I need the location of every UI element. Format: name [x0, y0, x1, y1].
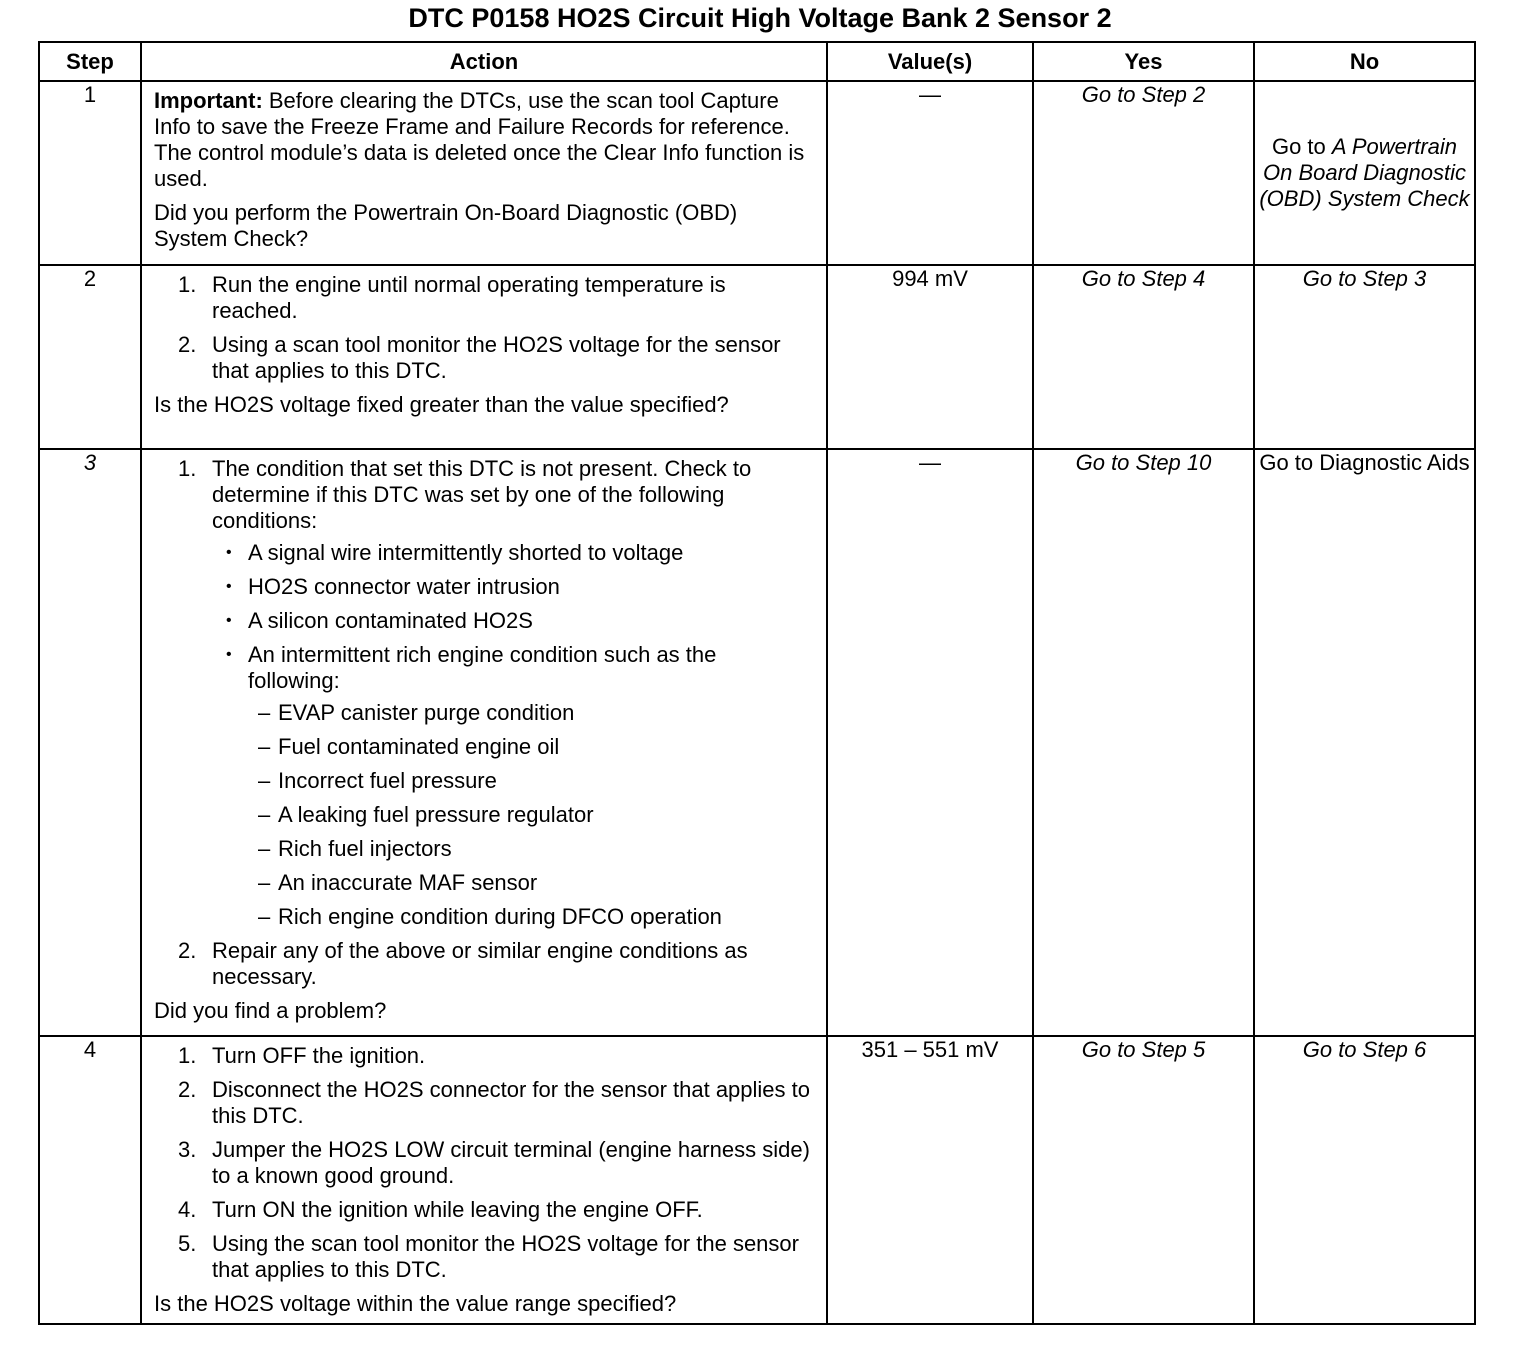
- yes-cell: [1033, 265, 1254, 449]
- yes-cell: [1033, 1036, 1254, 1324]
- header-values: Value(s): [827, 42, 1033, 81]
- value-cell: —: [827, 81, 1033, 265]
- yes-link[interactable]: Go to Step 10: [1075, 450, 1212, 475]
- header-row: [39, 42, 1475, 81]
- bullet-item: • HO2S connector water intrusion: [226, 574, 560, 599]
- list-item: 2. Repair any of the above or similar engine conditions as necessary.: [178, 938, 748, 989]
- no-cell: [1254, 449, 1475, 1036]
- table-row: [39, 449, 1475, 1036]
- header-yes: Yes: [1033, 42, 1254, 81]
- step-number: 3: [39, 449, 141, 1036]
- no-link[interactable]: [1255, 134, 1474, 212]
- list-item: 1. Run the engine until normal operating temperature is reached.: [178, 272, 726, 323]
- no-cell: [1254, 81, 1475, 265]
- list-item: 2. Using a scan tool monitor the HO2S voltage for the sensor that applies to this DTC.: [178, 332, 781, 383]
- step-number: 1: [39, 81, 141, 265]
- dash-item: – Fuel contaminated engine oil: [258, 734, 560, 759]
- list-item: 4. Turn ON the ignition while leaving the engine OFF.: [178, 1197, 703, 1222]
- bullet-item: • An intermittent rich engine condition such as the following: – EVAP canister purge condition – Fuel contaminated engine oil – Incorrect fuel pressure – A leaking fuel pressure regulator – Rich fuel injectors – An inaccurate MAF sensor – Rich engine condition during DFCO operation: [212, 642, 814, 930]
- important-note: [154, 88, 814, 192]
- yes-link[interactable]: Go to Step 4: [1081, 266, 1206, 291]
- bullet-item: • A signal wire intermittently shorted to voltage: [226, 540, 684, 565]
- action-cell: [141, 1036, 827, 1324]
- header-no: No: [1254, 42, 1475, 81]
- action-question: Did you find a problem?: [154, 998, 387, 1023]
- action-question: Is the HO2S voltage within the value range specified?: [154, 1291, 677, 1316]
- step-number: 2: [39, 265, 141, 449]
- action-cell: [141, 265, 827, 449]
- no-link[interactable]: Go to Diagnostic Aids: [1259, 450, 1470, 475]
- action-cell: [141, 449, 827, 1036]
- dash-item: – EVAP canister purge condition: [258, 700, 575, 725]
- dash-item: – A leaking fuel pressure regulator: [258, 802, 594, 827]
- value-cell: 994 mV: [827, 265, 1033, 449]
- value-cell: —: [827, 449, 1033, 1036]
- dash-item: – Rich fuel injectors: [258, 836, 452, 861]
- list-item: 3. Jumper the HO2S LOW circuit terminal (engine harness side) to a known good ground.: [178, 1137, 810, 1188]
- yes-link[interactable]: Go to Step 2: [1081, 82, 1206, 107]
- action-list: [154, 272, 814, 384]
- value-cell: 351 – 551 mV: [827, 1036, 1033, 1324]
- bullet-item: • A silicon contaminated HO2S: [226, 608, 533, 633]
- list-item: 5. Using the scan tool monitor the HO2S voltage for the sensor that applies to this DTC.: [178, 1231, 799, 1282]
- yes-cell: [1033, 449, 1254, 1036]
- header-step: Step: [39, 42, 141, 81]
- no-link[interactable]: Go to Step 3: [1302, 266, 1427, 291]
- important-label: Important:: [154, 88, 263, 113]
- dash-item: – Rich engine condition during DFCO operation: [258, 904, 722, 929]
- table-row: [39, 81, 1475, 265]
- list-item: 2. Disconnect the HO2S connector for the sensor that applies to this DTC.: [178, 1077, 810, 1128]
- no-cell: [1254, 1036, 1475, 1324]
- no-cell: [1254, 265, 1475, 449]
- list-item: 1. The condition that set this DTC is not present. Check to determine if this DTC was set by one of the following conditions: • A signal wire intermittently shorted to voltage • HO2S connector water intrusion • A silicon contaminated HO2S • An intermittent rich engine condition such as the following: – EVAP canister purge condition – Fuel contaminated engine oil – Incorrect fuel pressure – A leaking fuel pressure regulator – Rich fuel injectors – An inaccurate MAF sensor – Rich engine condition during DFCO operation: [154, 456, 814, 930]
- page-title: DTC P0158 HO2S Circuit High Voltage Bank 2 Sensor 2: [408, 3, 1112, 33]
- bullet-list: [212, 540, 814, 930]
- important-text: Before clearing the DTCs, use the scan tool Capture Info to save the Freeze Frame and Failure Records for reference. The control module’s data is deleted once the Clear Info function is used.: [154, 88, 805, 191]
- yes-cell: [1033, 81, 1254, 265]
- table-row: [39, 265, 1475, 449]
- action-list: [154, 456, 814, 990]
- yes-link[interactable]: Go to Step 5: [1081, 1037, 1206, 1062]
- action-cell: [141, 81, 827, 265]
- no-prefix: Go to: [1271, 134, 1332, 159]
- diagnostic-table: [38, 41, 1476, 1325]
- step-number: 4: [39, 1036, 141, 1324]
- action-question: Did you perform the Powertrain On-Board Diagnostic (OBD) System Check?: [154, 200, 738, 251]
- dash-list: [248, 700, 814, 930]
- header-action: Action: [141, 42, 827, 81]
- action-question: Is the HO2S voltage fixed greater than the value specified?: [154, 392, 729, 417]
- no-link[interactable]: Go to Step 6: [1302, 1037, 1427, 1062]
- table-row: [39, 1036, 1475, 1324]
- dash-item: – Incorrect fuel pressure: [258, 768, 497, 793]
- list-item: 1. Turn OFF the ignition.: [178, 1043, 426, 1068]
- no-italic-ref: A Powertrain On Board Diagnostic (OBD) System Check: [1259, 134, 1470, 211]
- action-list: [154, 1043, 814, 1283]
- dash-item: – An inaccurate MAF sensor: [258, 870, 538, 895]
